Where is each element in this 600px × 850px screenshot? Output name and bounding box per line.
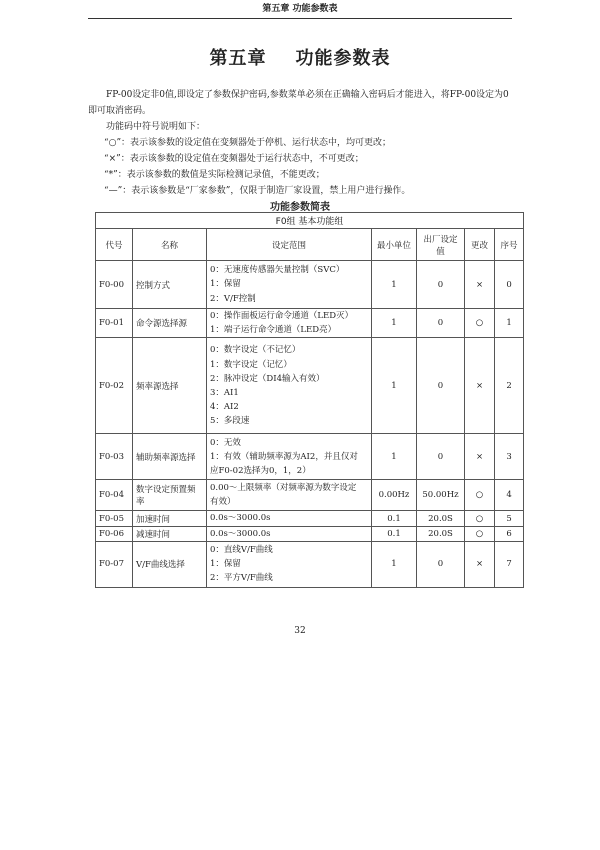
param-min-unit: 1 bbox=[372, 261, 417, 309]
table-row bbox=[96, 261, 524, 309]
table-row bbox=[96, 511, 524, 526]
range-option: 0.0s～3000.0s bbox=[210, 513, 271, 524]
range-option: 1：端子运行命令通道（LED亮） bbox=[210, 325, 337, 336]
range-option: 有效） bbox=[210, 497, 236, 508]
param-code: F0-04 bbox=[96, 480, 133, 511]
param-change: × bbox=[465, 541, 495, 587]
range-option: 2：脉冲设定（DI4输入有效） bbox=[210, 373, 325, 384]
table-row bbox=[96, 526, 524, 541]
param-seq: 0 bbox=[495, 261, 524, 309]
parameter-table bbox=[95, 212, 524, 588]
param-change: × bbox=[465, 338, 495, 434]
group-header: F0组 基本功能组 bbox=[96, 213, 524, 229]
param-default: 50.00Hz bbox=[417, 480, 465, 511]
running-header: 第五章 功能参数表 bbox=[262, 4, 338, 14]
param-min-unit: 0.1 bbox=[372, 511, 417, 526]
param-code: F0-06 bbox=[96, 526, 133, 541]
param-min-unit: 1 bbox=[372, 434, 417, 480]
header-seq: 序号 bbox=[495, 229, 524, 261]
intro-paragraph: FP-00设定非0值,即设定了参数保护密码,参数菜单必须在正确输入密码后才能进入，将FP-00设定为0即可取消密码。 bbox=[88, 90, 509, 116]
range-option: 1：保留 bbox=[210, 279, 241, 290]
range-option: 3：AI1 bbox=[210, 387, 239, 398]
param-min-unit: 0.1 bbox=[372, 526, 417, 541]
range-option: 0：数字设定（不记忆） bbox=[210, 345, 301, 356]
param-name: 命令源选择源 bbox=[133, 309, 207, 338]
header-name: 名称 bbox=[133, 229, 207, 261]
param-default: 0 bbox=[417, 541, 465, 587]
param-code: F0-05 bbox=[96, 511, 133, 526]
param-change: ○ bbox=[465, 526, 495, 541]
param-range bbox=[207, 480, 372, 511]
param-seq: 2 bbox=[495, 338, 524, 434]
param-code: F0-03 bbox=[96, 434, 133, 480]
param-default: 20.0S bbox=[417, 511, 465, 526]
range-option: 0：操作面板运行命令通道（LED灭） bbox=[210, 311, 354, 321]
range-option: 2：平方V/F曲线 bbox=[210, 573, 273, 584]
param-min-unit: 1 bbox=[372, 338, 417, 434]
param-name: V/F曲线选择 bbox=[133, 541, 207, 587]
table-row bbox=[96, 541, 524, 587]
param-default: 0 bbox=[417, 261, 465, 309]
symbol-legend-item: “○”：表示该参数的设定值在变频器处于停机、运行状态中，均可更改； bbox=[104, 138, 392, 148]
range-option: 2：V/F控制 bbox=[210, 293, 256, 304]
param-min-unit: 1 bbox=[372, 541, 417, 587]
header-rule bbox=[88, 18, 512, 19]
param-seq: 3 bbox=[495, 434, 524, 480]
table-row bbox=[96, 338, 524, 434]
symbol-legend-intro: 功能码中符号说明如下： bbox=[106, 122, 206, 132]
param-default: 0 bbox=[417, 434, 465, 480]
param-seq: 4 bbox=[495, 480, 524, 511]
range-option: 0：无效 bbox=[210, 437, 241, 448]
param-name: 频率源选择 bbox=[133, 338, 207, 434]
param-name: 加速时间 bbox=[133, 511, 207, 526]
header-change: 更改 bbox=[465, 229, 495, 261]
param-change: ○ bbox=[465, 480, 495, 511]
chapter-title: 第五章 功能参数表 bbox=[209, 48, 391, 69]
param-change: × bbox=[465, 434, 495, 480]
param-name: 减速时间 bbox=[133, 526, 207, 541]
param-range bbox=[207, 338, 372, 434]
header-default: 出厂设定值 bbox=[417, 229, 465, 261]
param-change: ○ bbox=[465, 309, 495, 338]
table-row bbox=[96, 434, 524, 480]
param-name: 数字设定预置频率 bbox=[133, 480, 207, 511]
symbol-legend-item: “*”：表示该参数的数值是实际检测记录值，不能更改； bbox=[104, 170, 325, 180]
param-seq: 1 bbox=[495, 309, 524, 338]
header-min-unit: 最小单位 bbox=[372, 229, 417, 261]
intro-text bbox=[88, 87, 514, 199]
range-option: 1：保留 bbox=[210, 559, 241, 570]
param-code: F0-01 bbox=[96, 309, 133, 338]
param-range bbox=[207, 511, 372, 526]
parameter-rows bbox=[96, 261, 524, 588]
param-code: F0-02 bbox=[96, 338, 133, 434]
table-row bbox=[96, 480, 524, 511]
param-default: 20.0S bbox=[417, 526, 465, 541]
range-option: 应F0-02选择为0，1，2） bbox=[210, 466, 311, 476]
param-seq: 7 bbox=[495, 541, 524, 587]
header-code: 代号 bbox=[96, 229, 133, 261]
param-range bbox=[207, 541, 372, 587]
param-range bbox=[207, 261, 372, 309]
range-option: 0：无速度传感器矢量控制（SVC） bbox=[210, 265, 345, 276]
param-range bbox=[207, 434, 372, 480]
param-seq: 6 bbox=[495, 526, 524, 541]
range-option: 1：数字设定（记忆） bbox=[210, 359, 292, 370]
range-option: 0.00～上限频率（对频率源为数字设定 bbox=[210, 483, 357, 494]
symbol-legend-item: “×”：表示该参数的设定值在变频器处于运行状态中，不可更改； bbox=[104, 154, 364, 164]
range-option: 0.0s～3000.0s bbox=[210, 528, 271, 539]
range-option: 4：AI2 bbox=[210, 402, 239, 413]
param-name: 辅助频率源选择 bbox=[133, 434, 207, 480]
param-default: 0 bbox=[417, 338, 465, 434]
range-option: 0：直线V/F曲线 bbox=[210, 545, 273, 555]
param-min-unit: 0.00Hz bbox=[372, 480, 417, 511]
range-option: 1：有效（辅助频率源为AI2，并且仅对 bbox=[210, 451, 358, 462]
param-range bbox=[207, 309, 372, 338]
page-number: 32 bbox=[294, 626, 306, 636]
param-range bbox=[207, 526, 372, 541]
param-code: F0-07 bbox=[96, 541, 133, 587]
symbol-legend-item: “—”：表示该参数是“厂家参数”，仅限于制造厂家设置，禁上用户进行操作。 bbox=[104, 186, 411, 196]
table-row bbox=[96, 309, 524, 338]
header-range: 设定范围 bbox=[207, 229, 372, 261]
param-min-unit: 1 bbox=[372, 309, 417, 338]
param-change: × bbox=[465, 261, 495, 309]
param-code: F0-00 bbox=[96, 261, 133, 309]
column-headers bbox=[96, 229, 524, 261]
param-default: 0 bbox=[417, 309, 465, 338]
range-option: 5：多段速 bbox=[210, 416, 250, 427]
table-title: 功能参数简表 bbox=[270, 202, 330, 213]
param-name: 控制方式 bbox=[133, 261, 207, 309]
param-seq: 5 bbox=[495, 511, 524, 526]
param-change: ○ bbox=[465, 511, 495, 526]
